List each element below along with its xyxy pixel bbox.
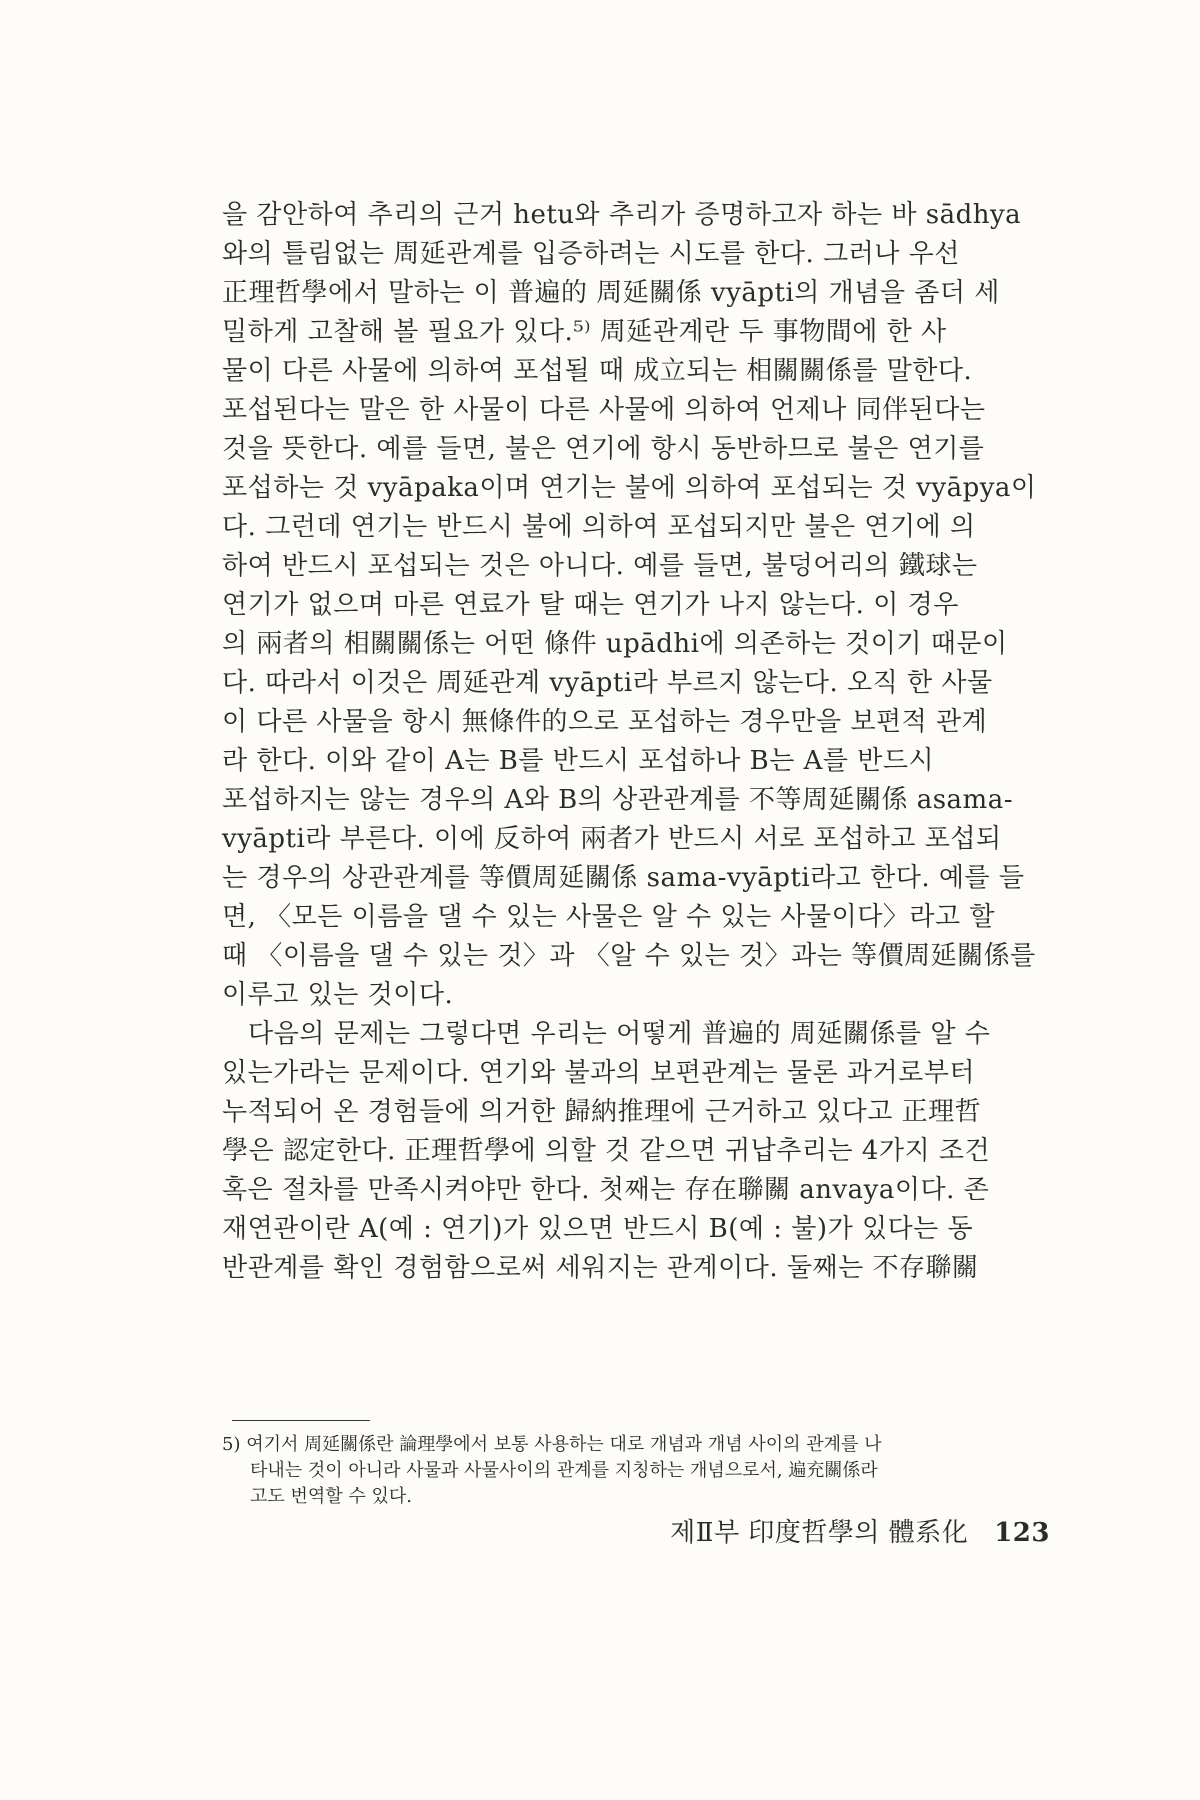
text-line: 學은 認定한다. 正理哲學에 의할 것 같으면 귀납추리는 4가지 조건 <box>222 1136 991 1166</box>
footnote-line: 5) 여기서 周延關係란 論理學에서 보통 사용하는 대로 개념과 개념 사이의 관계를 나 <box>222 1434 882 1455</box>
text-line: 포섭된다는 말은 한 사물이 다른 사물에 의하여 언제나 同伴된다는 <box>222 395 986 425</box>
text-line: 포섭하는 것 vyāpaka이며 연기는 불에 의하여 포섭되는 것 vyāpya이 <box>222 473 1037 503</box>
text-line: 것을 뜻한다. 예를 들면, 불은 연기에 항시 동반하므로 불은 연기를 <box>222 434 985 464</box>
footnote-line: 고도 번역할 수 있다. <box>250 1486 412 1507</box>
running-footer <box>670 1512 1050 1549</box>
text-line: 면, 〈모든 이름을 댈 수 있는 사물은 알 수 있는 사물이다〉라고 할 <box>222 902 995 932</box>
text-line: 밀하게 고찰해 볼 필요가 있다.⁵⁾ 周延관계란 두 事物間에 한 사 <box>222 317 947 347</box>
footnote-line: 타내는 것이 아니라 사물과 사물사이의 관계를 지칭하는 개념으로서, 遍充關係라 <box>250 1460 878 1481</box>
running-title: 제Ⅱ부 印度哲學의 體系化 <box>670 1518 969 1548</box>
text-line: 반관계를 확인 경험함으로써 세워지는 관계이다. 둘째는 不存聯關 <box>222 1253 979 1283</box>
text-line: 혹은 절차를 만족시켜야만 한다. 첫째는 存在聯關 anvaya이다. 존 <box>222 1175 990 1205</box>
text-line: 있는가라는 문제이다. 연기와 불과의 보편관계는 물론 과거로부터 <box>222 1058 975 1088</box>
text-line: 다. 그런데 연기는 반드시 불에 의하여 포섭되지만 불은 연기에 의 <box>222 512 976 542</box>
footnote <box>222 1432 1052 1510</box>
text-line: 는 경우의 상관관계를 等價周延關係 sama-vyāpti라고 한다. 예를 들 <box>222 863 1025 893</box>
text-line: 와의 틀림없는 周延관계를 입증하려는 시도를 한다. 그러나 우선 <box>222 239 960 269</box>
text-line: 때 〈이름을 댈 수 있는 것〉과 〈알 수 있는 것〉과는 等價周延關係를 <box>222 941 1036 971</box>
text-line: vyāpti라 부른다. 이에 反하여 兩者가 반드시 서로 포섭하고 포섭되 <box>222 824 1002 854</box>
text-line: 하여 반드시 포섭되는 것은 아니다. 예를 들면, 불덩어리의 鐵球는 <box>222 551 978 581</box>
text-line: 라 한다. 이와 같이 A는 B를 반드시 포섭하나 B는 A를 반드시 <box>222 746 935 776</box>
text-line: 재연관이란 A(예 : 연기)가 있으면 반드시 B(예 : 불)가 있다는 동 <box>222 1214 974 1244</box>
text-line: 의 兩者의 相關關係는 어떤 條件 upādhi에 의존하는 것이기 때문이 <box>222 629 1008 659</box>
text-line: 을 감안하여 추리의 근거 hetu와 추리가 증명하고자 하는 바 sādhya <box>222 200 1022 230</box>
text-line: 포섭하지는 않는 경우의 A와 B의 상관관계를 不等周延關係 asama- <box>222 785 1013 815</box>
text-line: 다. 따라서 이것은 周延관계 vyāpti라 부르지 않는다. 오직 한 사물 <box>222 668 993 698</box>
page-number: 123 <box>994 1518 1050 1548</box>
text-line: 누적되어 온 경험들에 의거한 歸納推理에 근거하고 있다고 正理哲 <box>222 1097 982 1127</box>
text-line: 물이 다른 사물에 의하여 포섭될 때 成立되는 相關關係를 말한다. <box>222 356 973 386</box>
main-text <box>222 196 1052 1288</box>
paragraph-1 <box>222 196 1052 1015</box>
paragraph-2 <box>222 1015 1052 1288</box>
text-line: 이 다른 사물을 항시 無條件的으로 포섭하는 경우만을 보편적 관계 <box>222 707 988 737</box>
footnote-divider <box>232 1420 370 1421</box>
text-line: 연기가 없으며 마른 연료가 탈 때는 연기가 나지 않는다. 이 경우 <box>222 590 959 620</box>
text-line: 正理哲學에서 말하는 이 普遍的 周延關係 vyāpti의 개념을 좀더 세 <box>222 278 1000 308</box>
text-line: 다음의 문제는 그렇다면 우리는 어떻게 普遍的 周延關係를 알 수 <box>248 1019 991 1049</box>
text-line: 이루고 있는 것이다. <box>222 980 454 1010</box>
